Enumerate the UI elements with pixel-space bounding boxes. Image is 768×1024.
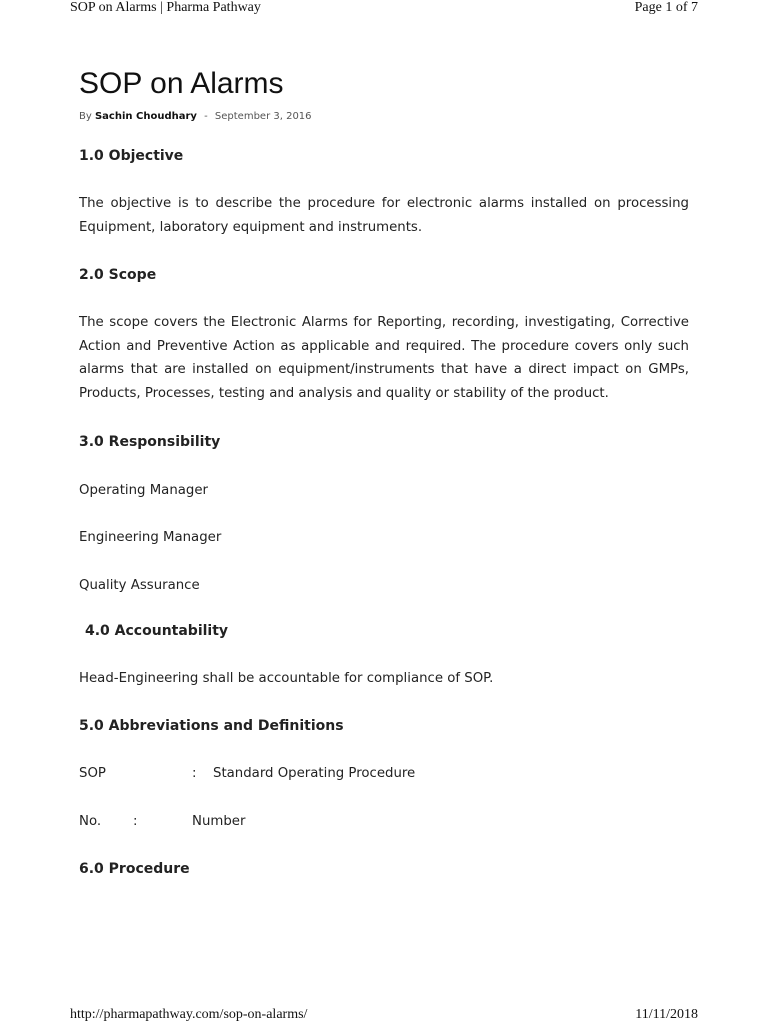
abbreviation-row	[79, 764, 689, 784]
objective-heading: 1.0 Objective	[79, 148, 184, 164]
article-content	[79, 64, 689, 879]
objective-text: The objective is to describe the procedure for electronic alarms installed on processing Equipment, laboratory equipment and instruments.	[79, 196, 689, 235]
responsibility-heading: 3.0 Responsibility	[79, 433, 221, 450]
print-footer	[70, 1007, 698, 1023]
footer-print-date: 11/11/2018	[635, 1007, 698, 1022]
responsibility-item: Operating Manager	[79, 482, 208, 498]
footer-url[interactable]: http://pharmapathway.com/sop-on-alarms/	[70, 1007, 308, 1022]
print-header-title: SOP on Alarms | Pharma Pathway	[70, 0, 261, 15]
print-header-page-number: Page 1 of 7	[634, 0, 698, 15]
publish-date: September 3, 2016	[214, 111, 312, 122]
abbreviation-row	[79, 812, 689, 832]
accountability-heading: 4.0 Accountability	[85, 623, 229, 640]
author-link[interactable]: Sachin Choudhary	[94, 111, 197, 122]
abbreviation-definition: Standard Operating Procedure	[213, 765, 416, 781]
abbreviations-heading: 5.0 Abbreviations and Definitions	[79, 717, 344, 734]
article-title: SOP on Alarms	[79, 67, 284, 100]
print-header	[70, 0, 698, 16]
procedure-heading: 6.0 Procedure	[79, 860, 190, 877]
responsibility-item: Engineering Manager	[79, 530, 222, 546]
article-byline	[79, 110, 689, 124]
scope-heading: 2.0 Scope	[79, 267, 157, 284]
byline-separator: -	[204, 111, 208, 122]
abbreviation-colon: :	[133, 813, 138, 829]
abbreviation-colon: :	[192, 765, 197, 781]
abbreviation-term: SOP	[79, 765, 106, 781]
responsibility-item: Quality Assurance	[79, 577, 200, 593]
scope-text: The scope covers the Electronic Alarms for Reporting, recording, investigating, Corrective Action and Preventive Action as applicable and required. The procedure covers only such alarms that are installed on equipment/instruments that have a direct impact on GMPs, Products, Processes, testing and analysis and quality or stability of the product.	[79, 315, 689, 401]
abbreviation-term: No.	[79, 813, 102, 829]
accountability-text: Head-Engineering shall be accountable for compliance of SOP.	[79, 671, 494, 687]
abbreviation-definition: Number	[192, 813, 246, 829]
byline-prefix: By	[79, 111, 92, 122]
